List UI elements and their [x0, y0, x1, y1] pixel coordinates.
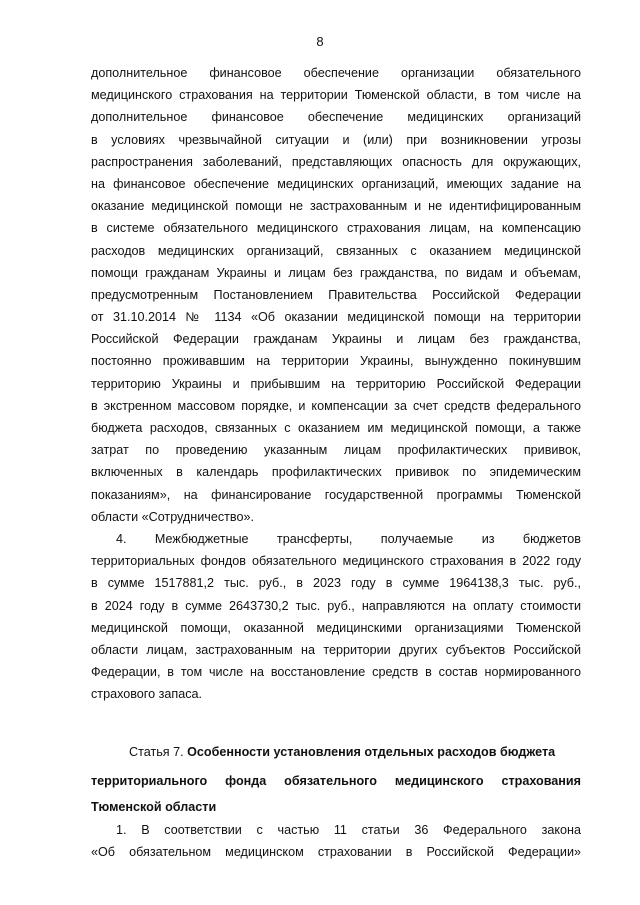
article-7-heading — [91, 738, 581, 818]
text-line: области лицам, застрахованным на территории других субъектов Российской — [91, 642, 581, 657]
text-line: Российской Федерации гражданам Украины и лицам без гражданства, — [91, 332, 581, 347]
text-line: в системе обязательного медицинского страхования лицам, на компенсацию — [91, 221, 581, 236]
text-line: дополнительное финансовое обеспечение медицинских организаций — [91, 110, 581, 125]
text-line: медицинской помощи, оказанной медицинскими организациями Тюменской — [91, 620, 581, 635]
text-line: включенных в календарь профилактических прививок по эпидемическим — [91, 465, 581, 480]
text-line: расходов медицинских организаций, связанных с оказанием медицинской — [91, 243, 581, 258]
text-line: страхового запаса. — [91, 687, 203, 702]
text-line: постоянно проживавшим на территории Украины, вынужденно покинувшим — [91, 354, 581, 369]
page-number: 8 — [316, 34, 324, 49]
text-line: показаниям», на финансирование государственной программы Тюменской — [91, 487, 581, 502]
text-line: «Об обязательном медицинском страховании в Российской Федерации» — [91, 844, 581, 859]
text-line — [91, 738, 581, 767]
text-line: 1. В соответствии с частью 11 статьи 36 Федерального закона — [116, 822, 581, 837]
article-title: Тюменской области — [91, 800, 217, 815]
text-line: в условиях чрезвычайной ситуации и (или) при возникновении угрозы — [91, 132, 581, 147]
text-line: Федерации, в том числе на восстановление средств в состав нормированного — [91, 665, 581, 680]
article-7-paragraph-1 — [91, 819, 581, 863]
text-line: территориальных фондов обязательного медицинского страхования в 2022 году — [91, 554, 581, 569]
paragraph-continued — [91, 62, 581, 528]
article-number: Статья 7. — [129, 745, 184, 760]
text-line: распространения заболеваний, представляющих опасность для окружающих, — [91, 154, 581, 169]
document-body — [91, 62, 581, 863]
text-line: медицинского страхования на территории Тюменской области, в том числе на — [91, 88, 581, 103]
text-line: дополнительное финансовое обеспечение организации обязательного — [91, 66, 581, 80]
text-line: помощи гражданам Украины и лицам без гражданства, по видам и объемам, — [91, 265, 581, 280]
text-line: территорию Украины и прибывшим на территорию Российской Федерации — [91, 376, 581, 391]
text-line: предусмотренным Постановлением Правительства Российской Федерации — [91, 287, 581, 302]
text-line: 4. Межбюджетные трансферты, получаемые из бюджетов — [116, 531, 581, 546]
article-title: Особенности установления отдельных расходов бюджета — [187, 745, 556, 760]
text-line: бюджета расходов, связанных с оказанием им медицинской помощи, а также — [91, 421, 581, 435]
text-line: в сумме 1517881,2 тыс. руб., в 2023 году в сумме 1964138,3 тыс. руб., — [91, 576, 581, 591]
text-line: на финансовое обеспечение медицинских организаций, имеющих задание на — [91, 176, 581, 191]
text-line: области «Сотрудничество». — [91, 509, 254, 524]
text-line: оказание медицинской помощи не застрахованным и не идентифицированным — [91, 199, 581, 214]
text-line: затрат по проведению указанным лицам профилактических прививок, — [91, 443, 581, 458]
paragraph-4 — [91, 528, 581, 706]
text-line: от 31.10.2014 № 1134 «Об оказании медицинской помощи на территории — [91, 310, 581, 325]
article-title: территориального фонда обязательного медицинского страхования — [91, 774, 581, 789]
text-line: в 2024 году в сумме 2643730,2 тыс. руб., направляются на оплату стоимости — [91, 598, 581, 613]
text-line: в экстренном массовом порядке, и компенсации за счет средств федерального — [91, 398, 581, 413]
